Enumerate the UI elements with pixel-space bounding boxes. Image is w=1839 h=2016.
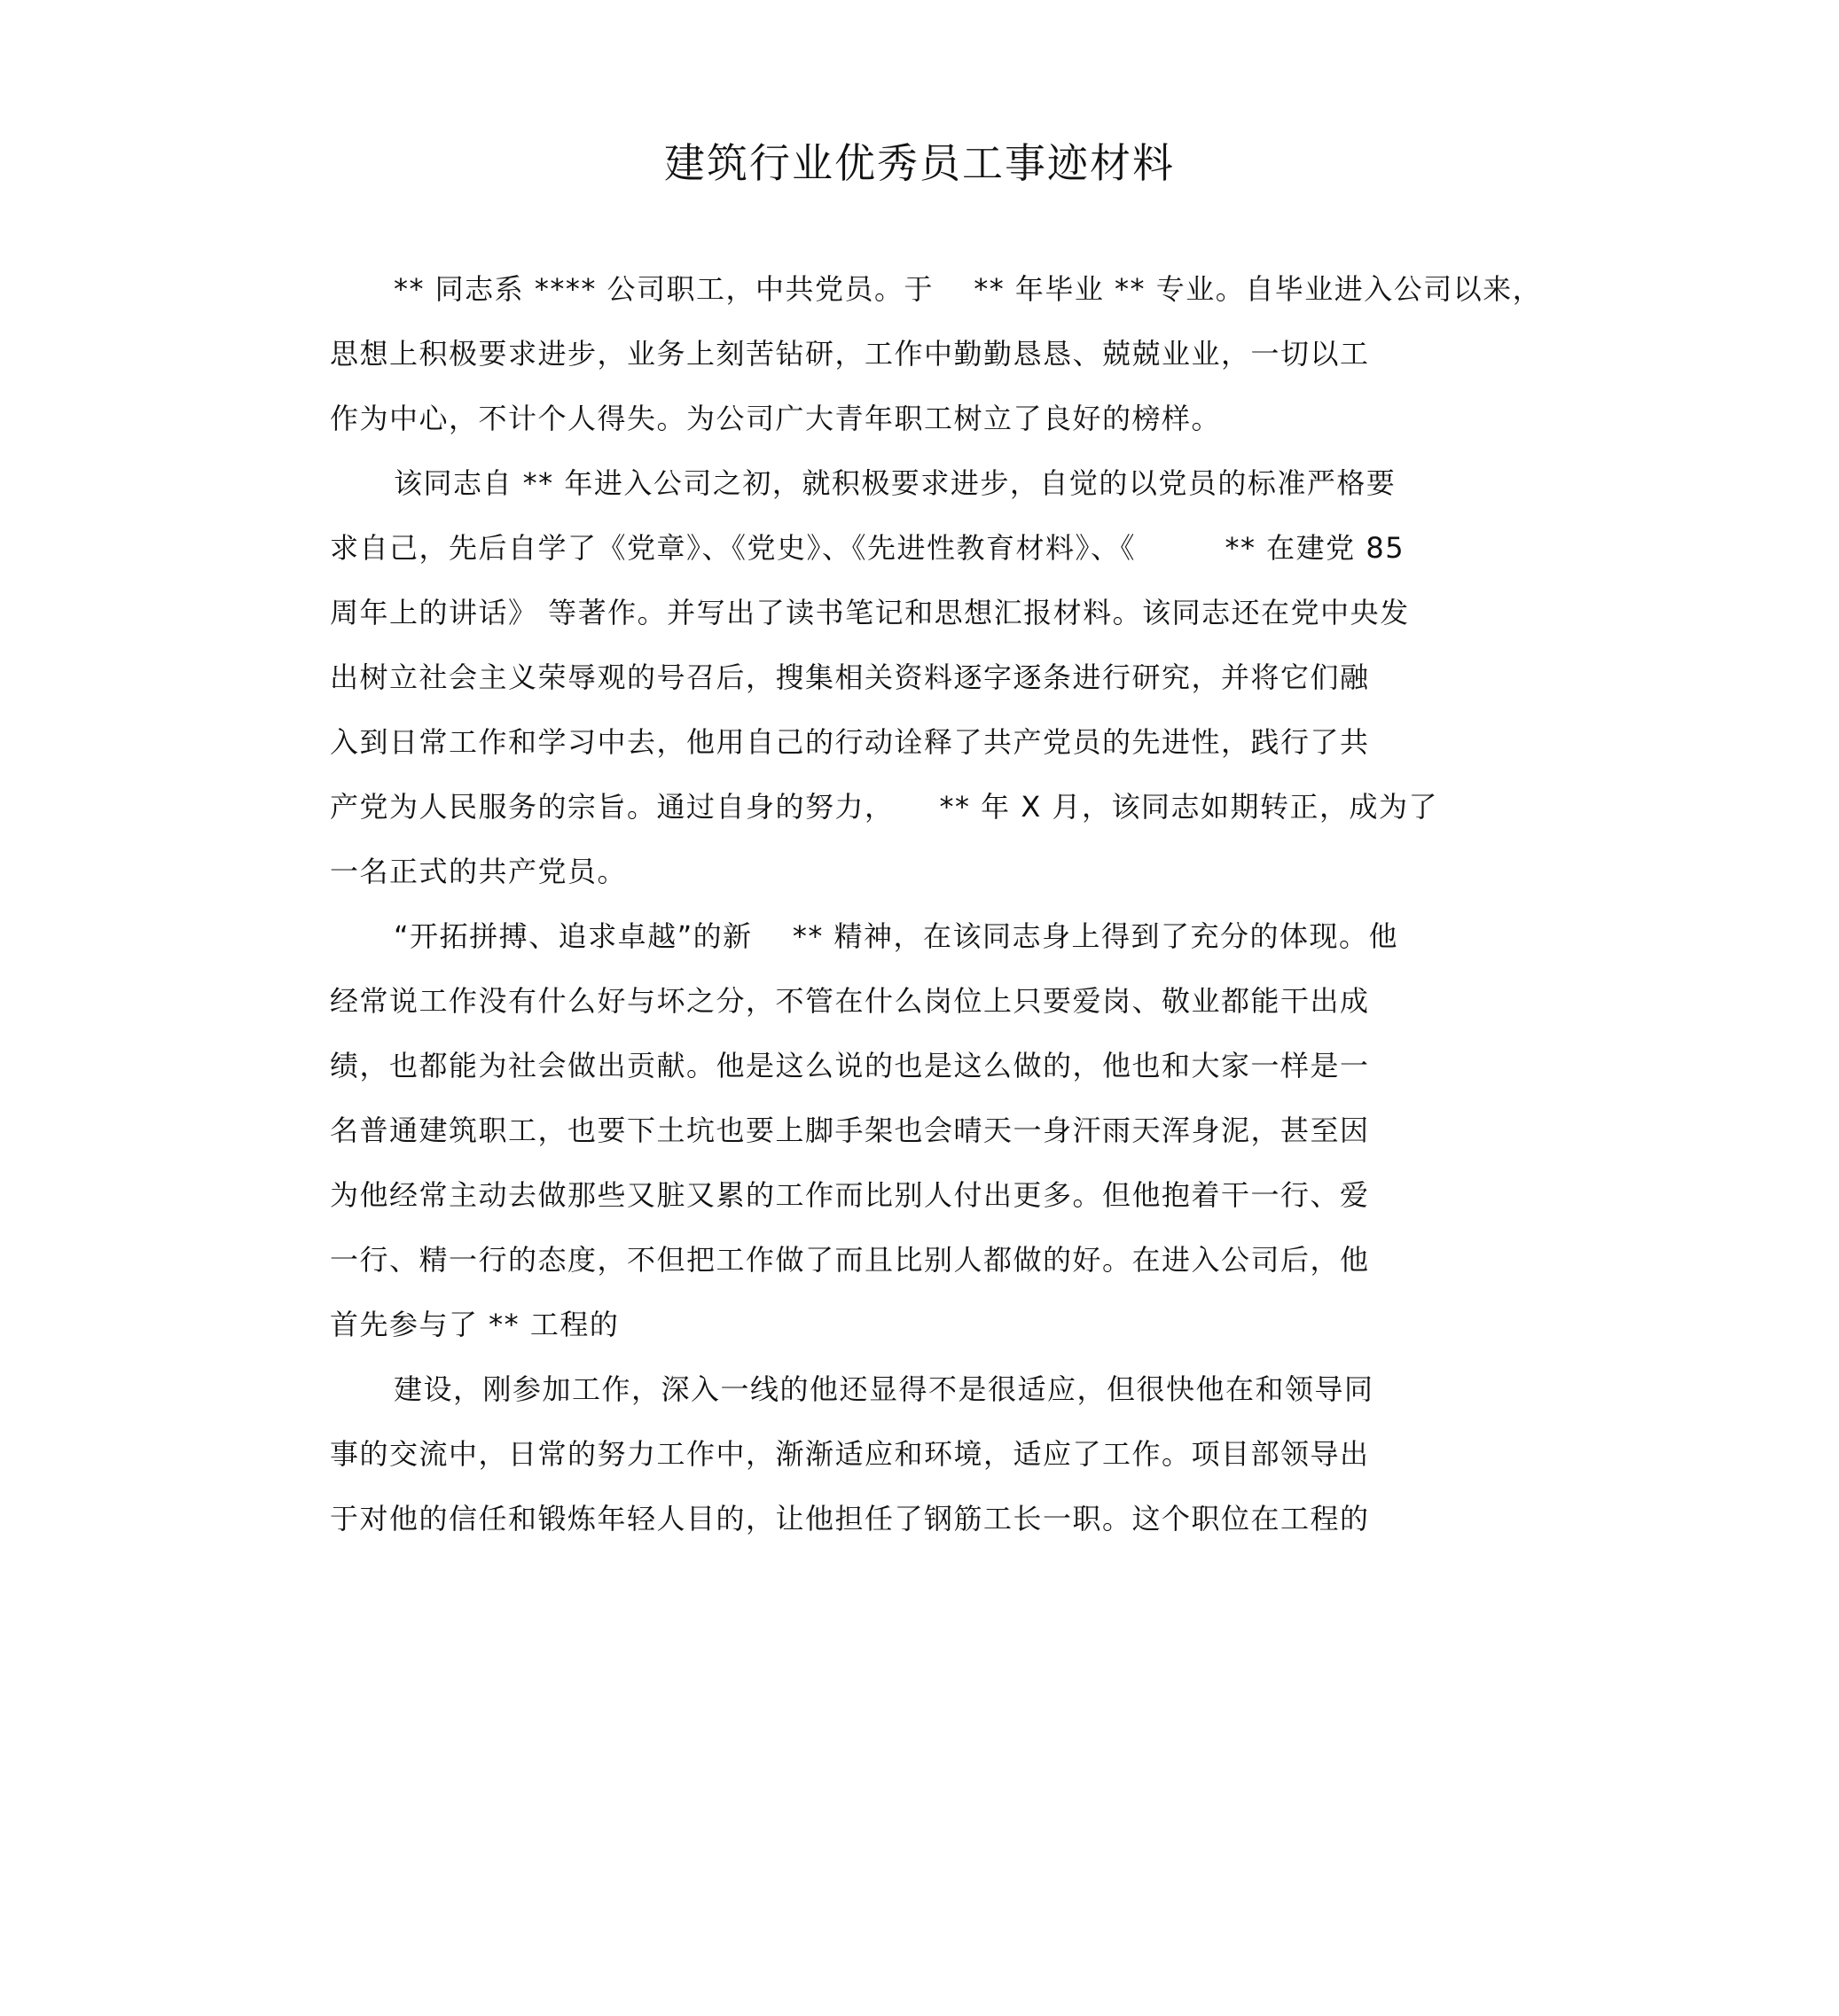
paragraph-line: 出树立社会主义荣辱观的号召后，搜集相关资料逐字逐条进行研究，并将它们融 [330, 660, 1370, 694]
paragraph-line: ** 同志系 **** 公司职工，中共党员。于 ** 年毕业 ** 专业。自毕业进入公司以来， [394, 272, 1543, 306]
paragraph-line: 为他经常主动去做那些又脏又累的工作而比别人付出更多。但他抱着干一行、爱 [330, 1178, 1370, 1212]
paragraph-line: 产党为人民服务的宗旨。通过自身的努力， ** 年 X 月，该同志如期转正，成为了 [330, 790, 1438, 824]
paragraph-line: 周年上的讲话》 等著作。并写出了读书笔记和思想汇报材料。该同志还在党中央发 [330, 596, 1410, 629]
paragraph-line: 入到日常工作和学习中去，他用自己的行动诠释了共产党员的先进性，践行了共 [330, 725, 1370, 759]
paragraph-line: 建设，刚参加工作，深入一线的他还显得不是很适应，但很快他在和领导同 [394, 1372, 1374, 1406]
paragraph-line: 于对他的信任和锻炼年轻人目的，让他担任了钢筋工长一职。这个职位在工程的 [330, 1502, 1370, 1535]
paragraph-line: 绩，也都能为社会做出贡献。他是这么说的也是这么做的，他也和大家一样是一 [330, 1049, 1370, 1082]
paragraph-line: 经常说工作没有什么好与坏之分，不管在什么岗位上只要爱岗、敬业都能干出成 [330, 984, 1370, 1018]
paragraph-line: 一名正式的共产党员。 [330, 855, 628, 888]
paragraph-line: 思想上积极要求进步，业务上刻苦钻研，工作中勤勤恳恳、兢兢业业，一切以工 [330, 337, 1370, 371]
paragraph-line: 作为中心，不计个人得失。为公司广大青年职工树立了良好的榜样。 [330, 402, 1222, 435]
paragraph-line: 该同志自 ** 年进入公司之初，就积极要求进步，自觉的以党员的标准严格要 [394, 466, 1397, 500]
document-title: 建筑行业优秀员工事迹材料 [664, 139, 1175, 187]
paragraph-line: 事的交流中，日常的努力工作中，渐渐适应和环境，适应了工作。项目部领导出 [330, 1437, 1370, 1471]
paragraph-line: 名普通建筑职工，也要下土坑也要上脚手架也会晴天一身汗雨天浑身泥，甚至因 [330, 1113, 1370, 1147]
paragraph-line: 求自己，先后自学了《党章》、《党史》、《先进性教育材料》、《 ** 在建党 85 [330, 531, 1405, 565]
paragraph-line: 首先参与了 ** 工程的 [330, 1308, 620, 1341]
paragraph-line: “开拓拼搏、追求卓越”的新 ** 精神，在该同志身上得到了充分的体现。他 [394, 919, 1399, 953]
paragraph-line: 一行、精一行的态度，不但把工作做了而且比别人都做的好。在进入公司后，他 [330, 1243, 1370, 1277]
